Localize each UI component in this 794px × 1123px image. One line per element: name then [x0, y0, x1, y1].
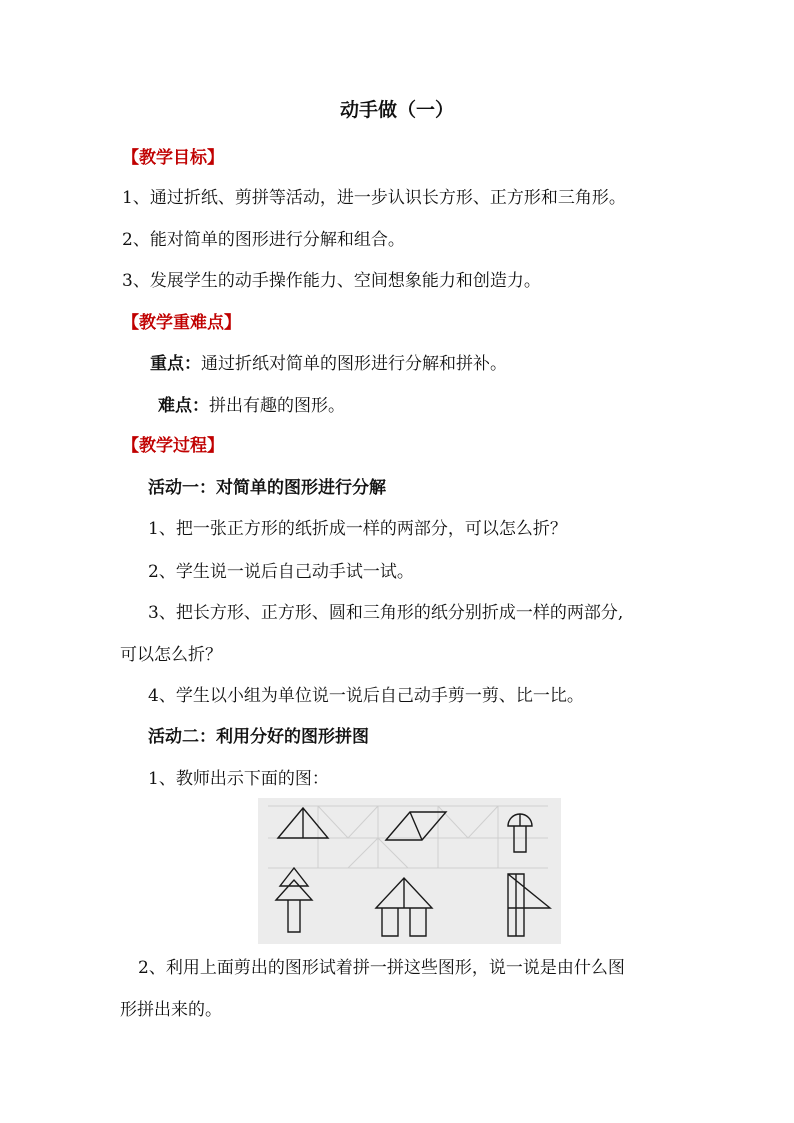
- tree-shape: [276, 868, 312, 932]
- section-heading-goals: 【教学目标】: [122, 148, 224, 168]
- section-heading-key-points: 【教学重难点】: [122, 313, 241, 333]
- mushroom-shape: [508, 814, 532, 852]
- difficulty-label: 难点：: [158, 396, 209, 416]
- difficulty-text: 拼出有趣的图形。: [209, 396, 345, 416]
- house-shape: [376, 878, 432, 936]
- activity2-item-2: 2、利用上面剪出的图形试着拼一拼这些图形，说一说是由什么图: [138, 958, 625, 978]
- shapes-figure-svg: [258, 798, 561, 944]
- page-title: 动手做（一）: [339, 99, 454, 121]
- shapes-figure: [258, 798, 561, 944]
- parallelogram-shape: [386, 812, 446, 840]
- section-heading-process: 【教学过程】: [122, 436, 224, 456]
- activity2-title: 活动二：利用分好的图形拼图: [148, 727, 369, 747]
- goal-item-2: 2、能对简单的图形进行分解和组合。: [122, 230, 405, 250]
- difficulty-line: [158, 394, 345, 418]
- flag-shape: [508, 874, 550, 936]
- triangle-pair-shape: [278, 808, 328, 838]
- activity2-item-1: 1、教师出示下面的图：: [148, 769, 329, 789]
- focus-line: [150, 352, 507, 376]
- activity2-item-2-cont: 形拼出来的。: [120, 1000, 222, 1020]
- focus-text: 通过折纸对简单的图形进行分解和拼补。: [201, 354, 507, 374]
- activity1-item-4: 4、学生以小组为单位说一说后自己动手剪一剪、比一比。: [148, 686, 584, 706]
- activity1-item-3-cont: 可以怎么折？: [120, 645, 222, 665]
- activity1-item-2: 2、学生说一说后自己动手试一试。: [148, 562, 414, 582]
- activity1-item-3: 3、把长方形、正方形、圆和三角形的纸分别折成一样的两部分,: [148, 603, 624, 623]
- activity1-item-1: 1、把一张正方形的纸折成一样的两部分，可以怎么折？: [148, 519, 567, 539]
- focus-label: 重点：: [150, 354, 201, 374]
- goal-item-3: 3、发展学生的动手操作能力、空间想象能力和创造力。: [122, 271, 541, 291]
- goal-item-1: 1、通过折纸、剪拼等活动，进一步认识长方形、正方形和三角形。: [122, 188, 626, 208]
- activity1-title: 活动一：对简单的图形进行分解: [148, 478, 386, 498]
